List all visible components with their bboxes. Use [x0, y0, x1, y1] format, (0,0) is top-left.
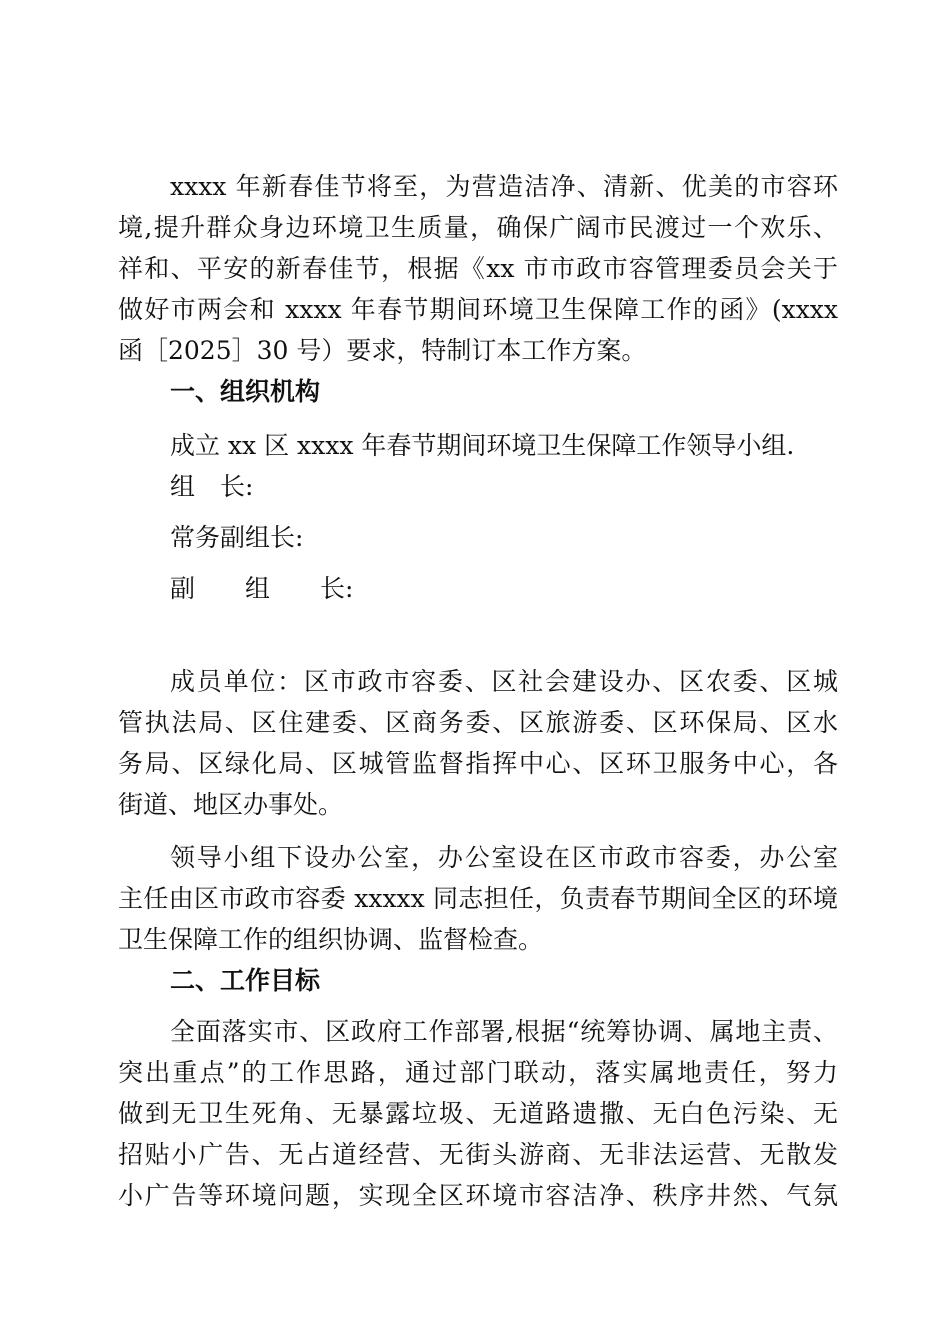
deputy-label: 副 组 长: [170, 574, 354, 603]
goals-line-5: 小广告等环境问题，实现全区环境市容洁净、秩序井然、气氛 [118, 1181, 838, 1210]
goals-line-3: 做到无卫生死角、无暴露垃圾、无道路遗撒、无白色污染、无 [118, 1099, 838, 1128]
members-line-3: 务局、区绿化局、区城管监督指挥中心、区环卫服务中心，各 [118, 749, 838, 778]
section-2-heading: 二、工作目标 [170, 966, 321, 995]
goals-line-1: 全面落实市、区政府工作部署,根据“统筹协调、属地主责、 [170, 1017, 838, 1046]
intro-line-1: xxxx 年新春佳节将至，为营造洁净、清新、优美的市容环 [170, 172, 838, 201]
office-line-2: 主任由区市政市容委 xxxxx 同志担任，负责春节期间全区的环境 [118, 884, 838, 913]
office-line-1: 领导小组下设办公室，办公室设在区市政市容委，办公室 [170, 843, 838, 872]
intro-line-3: 祥和、平安的新春佳节，根据《xx 市市政市容管理委员会关于 [118, 254, 838, 283]
intro-line-4: 做好市两会和 xxxx 年春节期间环境卫生保障工作的函》(xxxx [118, 295, 838, 324]
intro-line-5: 函［2025］30 号）要求，特制订本工作方案。 [118, 336, 647, 365]
members-line-1: 成员单位：区市政市容委、区社会建设办、区农委、区城 [170, 667, 838, 696]
section-1-lead: 成立 xx 区 xxxx 年春节期间环境卫生保障工作领导小组. [170, 431, 795, 460]
intro-line-2: 境,提升群众身边环境卫生质量，确保广阔市民渡过一个欢乐、 [118, 213, 838, 242]
section-1-heading: 一、组织机构 [170, 377, 321, 406]
members-line-4: 街道、地区办事处。 [118, 790, 344, 819]
members-line-2: 管执法局、区住建委、区商务委、区旅游委、区环保局、区水 [118, 708, 838, 737]
goals-line-4: 招贴小广告、无占道经营、无街头游商、无非法运营、无散发 [118, 1140, 838, 1169]
goals-line-2: 突出重点”的工作思路，通过部门联动，落实属地责任，努力 [118, 1058, 838, 1087]
office-line-3: 卫生保障工作的组织协调、监督检查。 [118, 925, 544, 954]
exec-deputy-label: 常务副组长: [170, 523, 304, 552]
leader-label: 组 长: [170, 472, 254, 501]
